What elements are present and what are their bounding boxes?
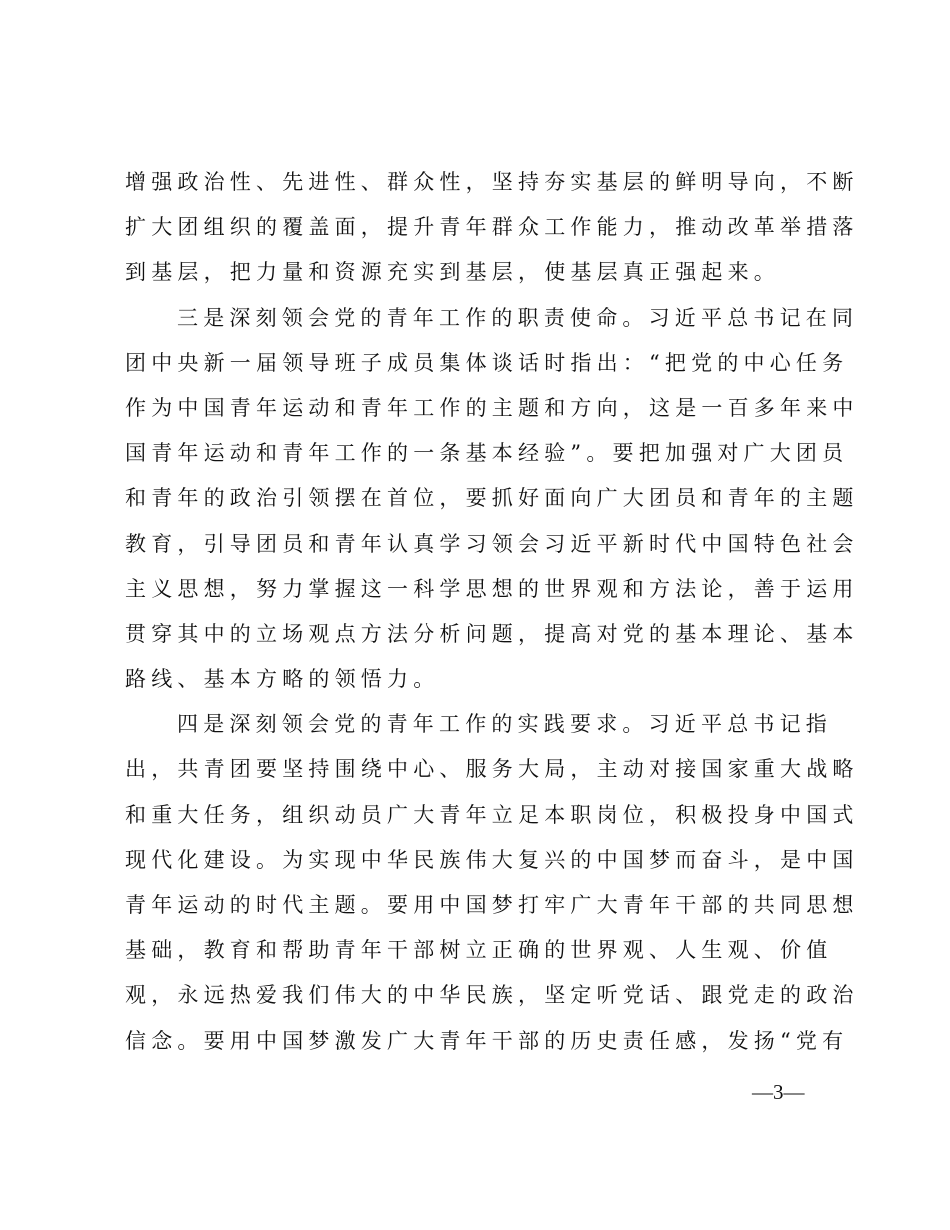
text-line-5: 团中央新一届领导班子成员集体谈话时指出：“把党的中心任务: [125, 350, 849, 375]
text-line-15: 和重大任务，组织动员广大青年立足本职岗位，积极投身中国式: [125, 802, 859, 827]
text-line-10: 主义思想，努力掌握这一科学思想的世界观和方法论，善于运用: [125, 576, 859, 601]
text-line-16: 现代化建设。为实现中华民族伟大复兴的中国梦而奋斗，是中国: [125, 847, 859, 872]
text-line-12: 路线、基本方略的领悟力。: [125, 667, 440, 692]
text-line-19: 观，永远热爱我们伟大的中华民族，坚定听党话、跟党走的政治: [125, 983, 859, 1008]
text-line-8: 和青年的政治引领摆在首位，要抓好面向广大团员和青年的主题: [125, 486, 859, 511]
text-line-11: 贯穿其中的立场观点方法分析问题，提高对党的基本理论、基本: [125, 621, 859, 646]
text-line-14: 出，共青团要坚持围绕中心、服务大局，主动对接国家重大战略: [125, 757, 859, 782]
text-line-6: 作为中国青年运动和青年工作的主题和方向，这是一百多年来中: [125, 395, 859, 420]
page-number: —3—: [752, 1080, 805, 1104]
text-line-17: 青年运动的时代主题。要用中国梦打牢广大青年干部的共同思想: [125, 893, 859, 917]
text-line-1: 增强政治性、先进性、群众性，坚持夯实基层的鲜明导向，不断: [125, 170, 859, 194]
text-line-7: 国青年运动和青年工作的一条基本经验”。要把加强对广大团员: [125, 441, 849, 466]
paragraph-four-start: 四是深刻领会党的青年工作的实践要求。习近平总书记指: [177, 712, 832, 737]
text-line-3: 到基层，把力量和资源充实到基层，使基层真正强起来。: [125, 260, 780, 285]
text-line-2: 扩大团组织的覆盖面，提升青年群众工作能力，推动改革举措落: [125, 215, 859, 240]
text-line-9: 教育，引导团员和青年认真学习领会习近平新时代中国特色社会: [125, 531, 859, 556]
body-text: [125, 160, 859, 1064]
text-line-18: 基础，教育和帮助青年干部树立正确的世界观、人生观、价值: [125, 938, 833, 963]
text-line-20: 信念。要用中国梦激发广大青年干部的历史责任感，发扬“党有: [125, 1028, 849, 1053]
paragraph-three-start: 三是深刻领会党的青年工作的职责使命。习近平总书记在同: [177, 305, 859, 330]
